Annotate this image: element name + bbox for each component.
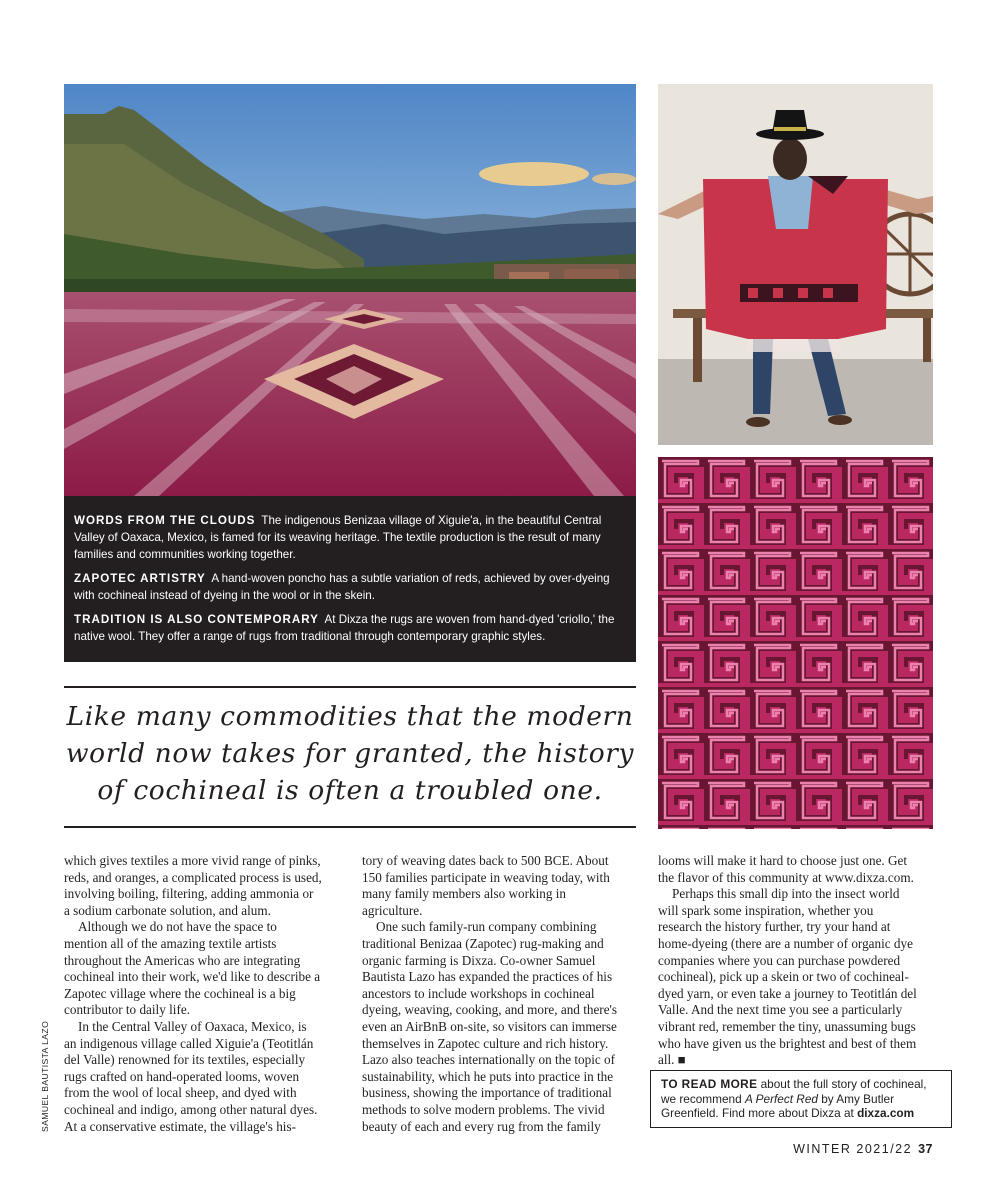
rug-photo: [658, 457, 933, 829]
page-number: 37: [918, 1142, 933, 1156]
final-paragraph-text: Perhaps this small dip into the insect world will spark some inspiration, whether you research the history further, try your hand at home-dyeing (there are a number of organic dye companies where you can purchase powdered cochineal), pick up a skein or two of cochineal-dyed yarn, or even take a journey to Teotitlán del Valle. And the next time you see a particularly vibrant red, remember the tiny, unassuming bugs who have given us the brightest and best of them all.: [658, 886, 917, 1068]
body-paragraph: In the Central Valley of Oaxaca, Mexico, is an indigenous village called Xiguie'a (Teotitlán del Valle) renowned for its textiles, especially rugs crafted on hand-operated looms, woven from the wool of local sheep, and dyed with cochineal and indigo, among other natural dyes. At a conservative estimate, the village's his-: [64, 1018, 318, 1134]
caption-3: [74, 611, 624, 645]
caption-3-text: At Dixza the rugs are woven from hand-dyed 'criollo,' the native wool. They offer a range of rugs from traditional through contemporary graphic styles.: [74, 613, 615, 643]
read-more-head: TO READ MORE: [661, 1077, 758, 1091]
body-paragraph-final: [658, 886, 920, 1069]
read-more-text-1: about the full story of cochineal, we recommend: [661, 1077, 927, 1106]
caption-2-head: ZAPOTEC ARTISTRY: [74, 572, 206, 585]
caption-1-text: The indigenous Benizaa village of Xiguie'a, in the beautiful Central Valley of Oaxaca, Mexico, is famed for its weaving heritage. The textile production is the result of many families and communities working together.: [74, 514, 602, 561]
read-more-box: [650, 1070, 952, 1128]
pull-quote: Like many commodities that the modern world now takes for granted, the history of cochineal is often a troubled one.: [65, 701, 635, 806]
caption-1: [74, 512, 624, 563]
body-column-2: [362, 853, 620, 1135]
photo-credit: SAMUEL BAUTISTA LAZO: [40, 1020, 50, 1132]
body-column-1: [64, 853, 322, 1135]
body-paragraph: Although we do not have the space to mention all of the amazing textile artists throughout the Americas who are integrating cochineal into their work, we'd like to describe a Zapotec village where the cochineal is a big contributor to daily life.: [64, 919, 321, 1018]
folio: [793, 1142, 933, 1156]
caption-2-text: A hand-woven poncho has a subtle variation of reds, achieved by over-dyeing with cochineal instead of dyeing in the wool or in the skein.: [74, 572, 610, 602]
read-more-text-2: by Amy Butler Greenfield. Find more about Dixza at: [661, 1091, 894, 1121]
landscape-photo: [64, 84, 636, 496]
caption-1-head: WORDS FROM THE CLOUDS: [74, 514, 256, 527]
poncho-photo: [658, 84, 933, 445]
body-paragraph: tory of weaving dates back to 500 BCE. About 150 families participate in weaving today, with many family members also working in agriculture.: [362, 853, 610, 918]
body-column-3: [658, 853, 920, 1069]
caption-box: [64, 496, 636, 662]
body-paragraph: which gives textiles a more vivid range of pinks, reds, and oranges, a complicated process is used, involving boiling, filtering, adding ammonia or a sodium carbonate solution, and alum.: [64, 853, 322, 918]
body-paragraph: One such family-run company combining traditional Benizaa (Zapotec) rug-making and organic farming is Dixza. Co-owner Samuel Bautista Lazo has expanded the practices of his ancestors to include workshops in cochineal dyeing, weaving, cooking, and more, and there's even an AirBnB on-site, so visitors can immerse themselves in Zapotec culture and rich history. Lazo also teaches internationally on the topic of sustainability, which he puts into practice in the business, showing the importance of traditional methods to solve modern problems. The vivid beauty of each and every rug from the family: [362, 919, 618, 1134]
caption-3-head: TRADITION IS ALSO CONTEMPORARY: [74, 613, 319, 626]
issue-label: WINTER 2021/22: [793, 1142, 913, 1156]
pull-quote-bottom-rule: [64, 826, 636, 828]
body-paragraph: looms will make it hard to choose just one. Get the flavor of this community at www.dixza.com.: [658, 853, 914, 885]
book-title: A Perfect Red: [744, 1091, 818, 1106]
pull-quote-top-rule: [64, 686, 636, 688]
website-link[interactable]: dixza.com: [857, 1106, 915, 1121]
caption-2: [74, 570, 624, 604]
end-mark-icon: ■: [677, 1052, 686, 1068]
